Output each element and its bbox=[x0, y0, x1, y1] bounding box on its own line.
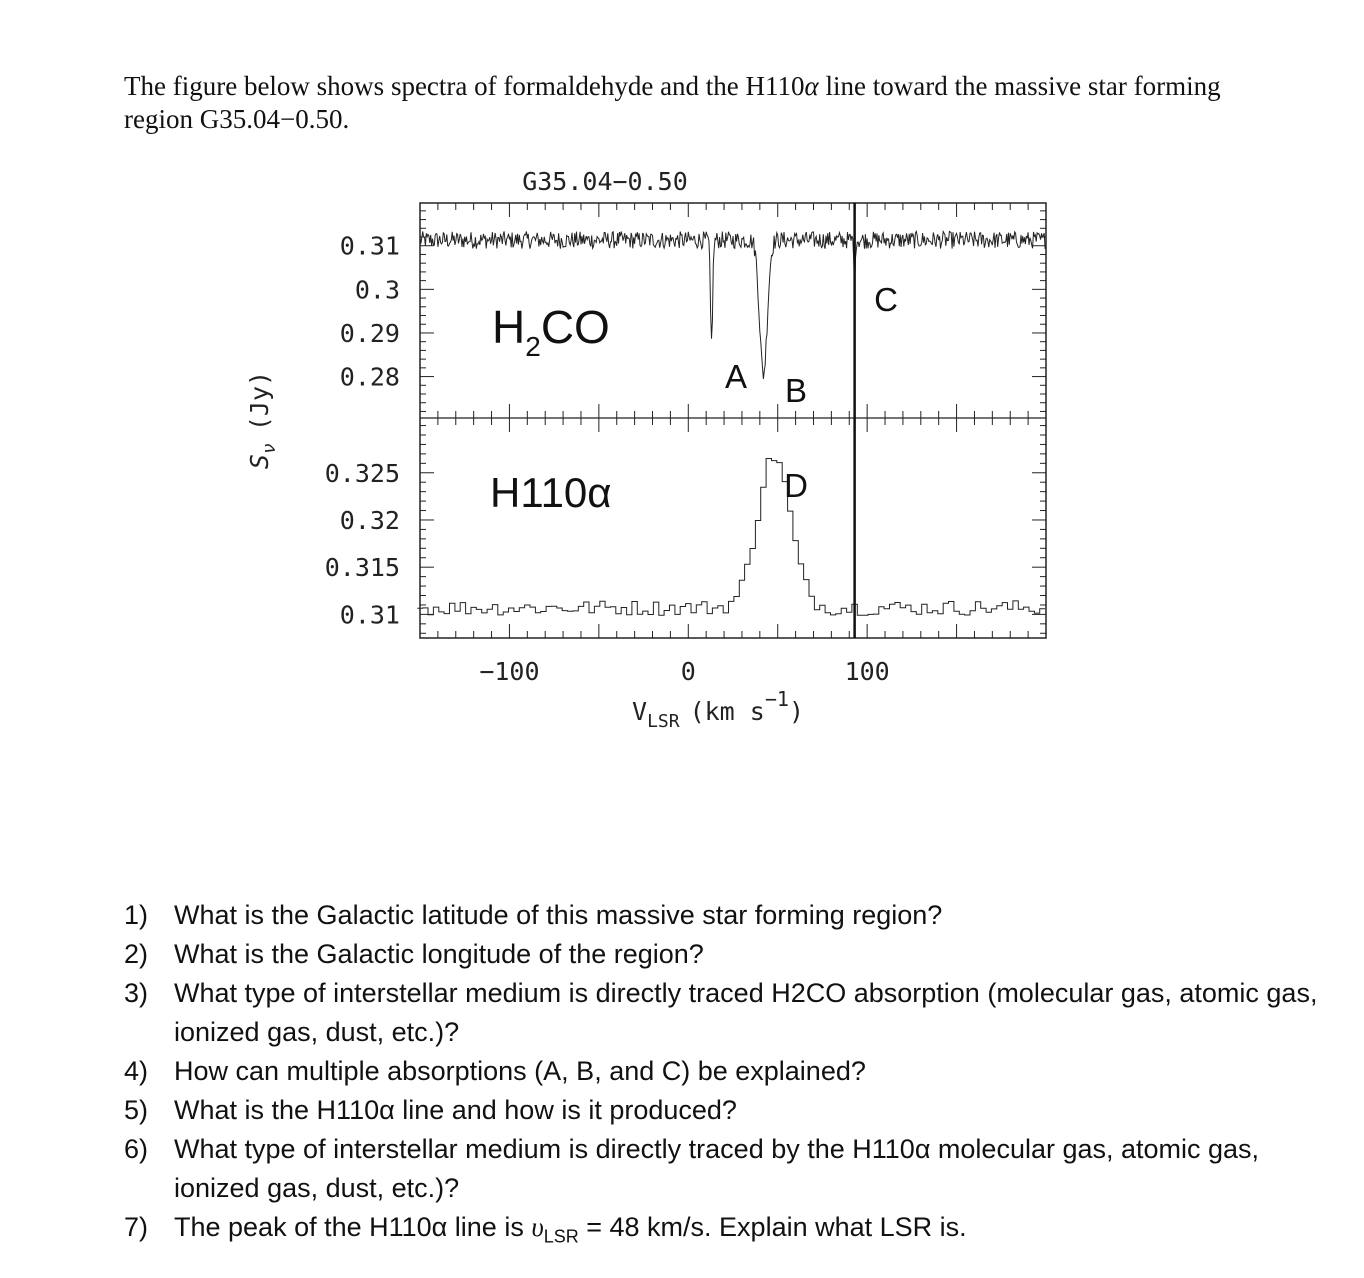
question-4-text: How can multiple absorptions (A, B, and C) be explained? bbox=[174, 1056, 866, 1086]
v-lsr-symbol: υ bbox=[531, 1212, 544, 1242]
y-axis-label-sub: ν bbox=[259, 443, 280, 454]
chart-title: G35.04−0.50 bbox=[522, 167, 688, 196]
alpha-symbol: α bbox=[804, 71, 819, 101]
feature-label-d: D bbox=[784, 467, 808, 504]
question-3: 3) What type of interstellar medium is directly traced H2CO absorption (molecular gas, atomic gas, ionized gas, dust, etc.)? bbox=[124, 978, 1318, 1047]
intro-text-after: line toward the massive star forming region G35.04−0.50. bbox=[124, 71, 1221, 134]
x-tick-labels bbox=[479, 657, 889, 686]
h2co-subscript: 2 bbox=[525, 331, 541, 362]
v-lsr-subscript: LSR bbox=[543, 1226, 579, 1247]
question-1: 1) What is the Galactic latitude of this massive star forming region? bbox=[124, 900, 943, 930]
y-tick-label: 0.315 bbox=[324, 553, 400, 583]
question-2-text: What is the Galactic longitude of the region? bbox=[174, 939, 704, 969]
y-tick-label: 0.3 bbox=[354, 275, 400, 305]
question-7: 7) The peak of the H110α line is $\upsilon_{LSR} = 48$ km/s. Explain what LSR is. bbox=[124, 1212, 967, 1247]
question-2: 2) What is the Galactic longitude of the region? bbox=[124, 939, 704, 969]
y-tick-label: 0.31 bbox=[339, 600, 400, 630]
feature-label-a: A bbox=[724, 358, 748, 395]
x-tick-label: −100 bbox=[479, 657, 540, 686]
x-axis-label-exp: −1 bbox=[764, 687, 789, 711]
question-3-text: What type of interstellar medium is directly traced H2CO absorption (molecular gas, atomic gas, ionized gas, dust, etc.)? bbox=[174, 978, 1318, 1047]
x-axis-label-sub: LSR bbox=[647, 711, 680, 732]
panel-label-h110a: H110α bbox=[490, 469, 612, 516]
tick-marks bbox=[420, 203, 1046, 638]
chart-frame bbox=[420, 203, 1046, 638]
x-tick-label: 0 bbox=[680, 657, 696, 686]
y-axis-label: $S_\nu(Jy)$ bbox=[245, 370, 280, 470]
question-4: 4) How can multiple absorptions (A, B, and C) be explained? bbox=[124, 1056, 866, 1086]
panel-label-h2co: $H_2CO$ bbox=[492, 301, 610, 362]
question-list bbox=[124, 896, 1344, 1256]
x-tick-label: 100 bbox=[844, 657, 890, 686]
question-5-text: What is the H110α line and how is it produced? bbox=[174, 1095, 737, 1125]
x-axis-label: $V_{LSR}$ (km $s^{-1}$) bbox=[632, 687, 804, 732]
question-6: 6) What type of interstellar medium is directly traced by the H110α molecular gas, atomic gas, ionized gas, dust, etc.)? bbox=[124, 1134, 1260, 1203]
y-tick-label: 0.325 bbox=[324, 458, 400, 488]
y-tick-labels bbox=[325, 232, 400, 630]
question-1-text: What is the Galactic latitude of this massive star forming region? bbox=[174, 900, 943, 930]
y-tick-label: 0.29 bbox=[339, 318, 400, 348]
y-tick-label: 0.28 bbox=[339, 362, 400, 392]
question-6-text: What type of interstellar medium is directly traced by the H110α molecular gas, atomic gas, ionized gas, dust, etc.)? bbox=[174, 1134, 1260, 1203]
feature-label-c: C bbox=[874, 281, 898, 318]
intro-text-before: The figure below shows spectra of formaldehyde and the H110 bbox=[124, 71, 805, 101]
question-5: 5) What is the H110α line and how is it produced? bbox=[124, 1095, 737, 1125]
feature-label-b: B bbox=[784, 372, 808, 409]
y-tick-label: 0.32 bbox=[339, 505, 400, 535]
y-tick-label: 0.31 bbox=[339, 231, 400, 261]
